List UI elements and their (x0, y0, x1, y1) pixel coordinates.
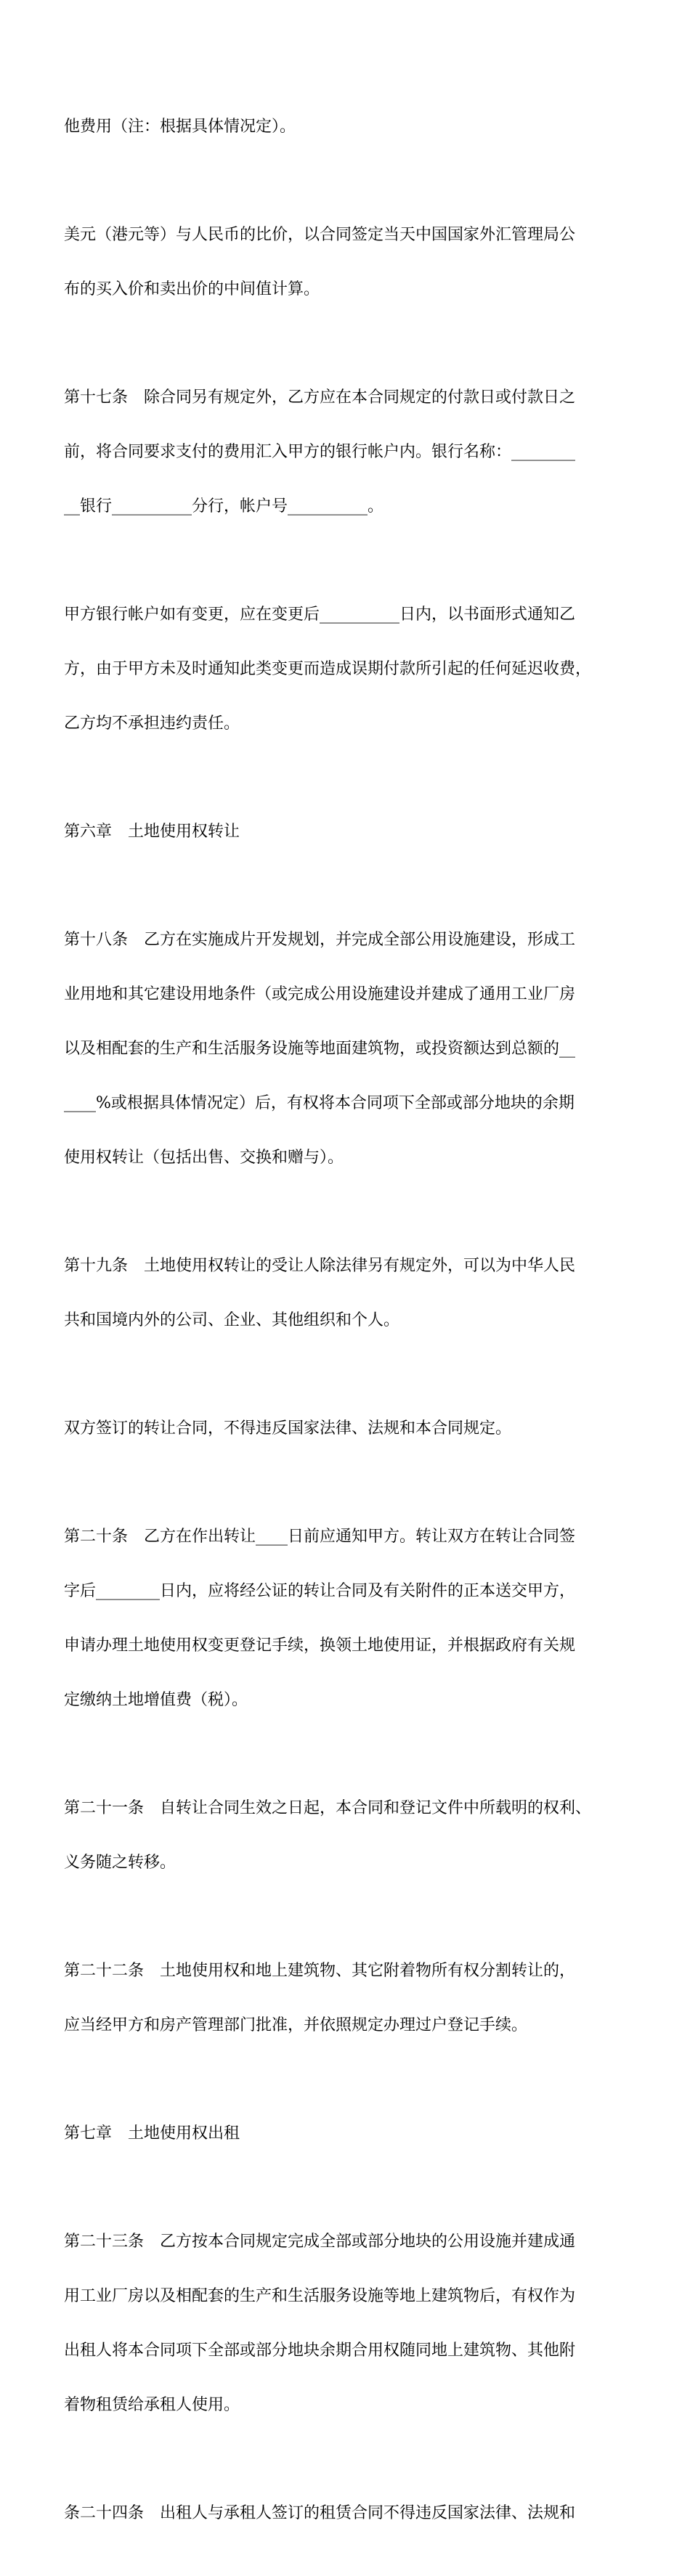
text-line: 第十七条 除合同另有规定外，乙方应在本合同规定的付款日或付款日之 (64, 388, 576, 407)
text-line: 使用权转让（包括出售、交换和赠与）。 (64, 1149, 344, 1167)
text-line: 第二十二条 土地使用权和地上建筑物、其它附着物所有权分割转让的， (64, 1962, 576, 1980)
text-line: 字后________日内，应将经公证的转让合同及有关附件的正本送交甲方， (64, 1582, 576, 1600)
text-line: 第六章 土地使用权转让 (64, 823, 240, 841)
paragraph-2 (64, 189, 630, 335)
paragraph-article-17 (64, 352, 630, 552)
text-line: 以及相配套的生产和生活服务设施等地面建筑物，或投资额达到总额的__ (64, 1040, 576, 1058)
text-line: 定缴纳土地增值费（税）。 (64, 1691, 248, 1709)
text-line: 第二十三条 乙方按本合同规定完成全部或部分地块的公用设施并建成通 (64, 2233, 576, 2251)
paragraph-article-24 (64, 2468, 630, 2559)
text-line: 第七章 土地使用权出租 (64, 2124, 240, 2143)
paragraph-article-20 (64, 1491, 630, 1745)
text-line: 甲方银行帐户如有变更，应在变更后__________日内，以书面形式通知乙 (64, 606, 576, 624)
text-line: 出租人将本合同项下全部或部分地块余期合用权随同地上建筑物、其他附 (64, 2341, 576, 2360)
text-line: 第二十一条 自转让合同生效之日起，本合同和登记文件中所载明的权利、 (64, 1799, 592, 1817)
text-line: 申请办理土地使用权变更登记手续，换领土地使用证，并根据政府有关规 (64, 1637, 576, 1655)
text-line: __银行__________分行，帐户号__________。 (64, 497, 384, 515)
text-line: 前，将合同要求支付的费用汇入甲方的银行帐户内。银行名称：________ (64, 443, 576, 461)
paragraph-8 (64, 1383, 630, 1474)
paragraph-article-21 (64, 1763, 630, 1908)
text-line: 共和国境内外的公司、企业、其他组织和个人。 (64, 1311, 400, 1329)
text-line: 着物租赁给承租人使用。 (64, 2396, 240, 2414)
text-line: 业用地和其它建设用地条件（或完成公用设施建设并建成了通用工业厂房 (64, 985, 576, 1003)
paragraph-1 (64, 81, 630, 172)
text-line: 方，由于甲方未及时通知此类变更而造成误期付款所引起的任何延迟收费， (64, 660, 592, 678)
text-line: 他费用（注：根据具体情况定）。 (64, 118, 296, 136)
text-line: 乙方均不承担违约责任。 (64, 714, 240, 733)
paragraph-4 (64, 569, 630, 769)
text-line: ____%或根据具体情况定）后，有权将本合同项下全部或部分地块的余期 (64, 1094, 575, 1112)
text-line: 双方签订的转让合同，不得违反国家法律、法规和本合同规定。 (64, 1419, 512, 1438)
text-line: 布的买入价和卖出价的中间值计算。 (64, 280, 320, 298)
text-line: 第十八条 乙方在实施成片开发规划，并完成全部公用设施建设，形成工 (64, 931, 576, 949)
document-page (64, 81, 630, 2576)
paragraph-article-22 (64, 1925, 630, 2071)
text-line: 条二十四条 出租人与承租人签订的租赁合同不得违反国家法律、法规和 (64, 2504, 576, 2522)
paragraph-article-18 (64, 894, 630, 1203)
text-line: 用工业厂房以及相配套的生产和生活服务设施等地上建筑物后，有权作为 (64, 2287, 576, 2305)
text-line: 应当经甲方和房产管理部门批准，并依照规定办理过户登记手续。 (64, 2016, 528, 2034)
text-line: 第二十条 乙方在作出转让____日前应通知甲方。转让双方在转让合同签 (64, 1528, 576, 1546)
text-line: 义务随之转移。 (64, 1854, 176, 1872)
paragraph-article-19 (64, 1220, 630, 1366)
chapter-6-heading (64, 786, 630, 877)
text-line: 第十九条 土地使用权转让的受让人除法律另有规定外，可以为中华人民 (64, 1257, 576, 1275)
chapter-7-heading (64, 2088, 630, 2179)
text-line: 美元（港元等）与人民币的比价，以合同签定当天中国国家外汇管理局公 (64, 226, 576, 244)
paragraph-article-23 (64, 2196, 630, 2450)
